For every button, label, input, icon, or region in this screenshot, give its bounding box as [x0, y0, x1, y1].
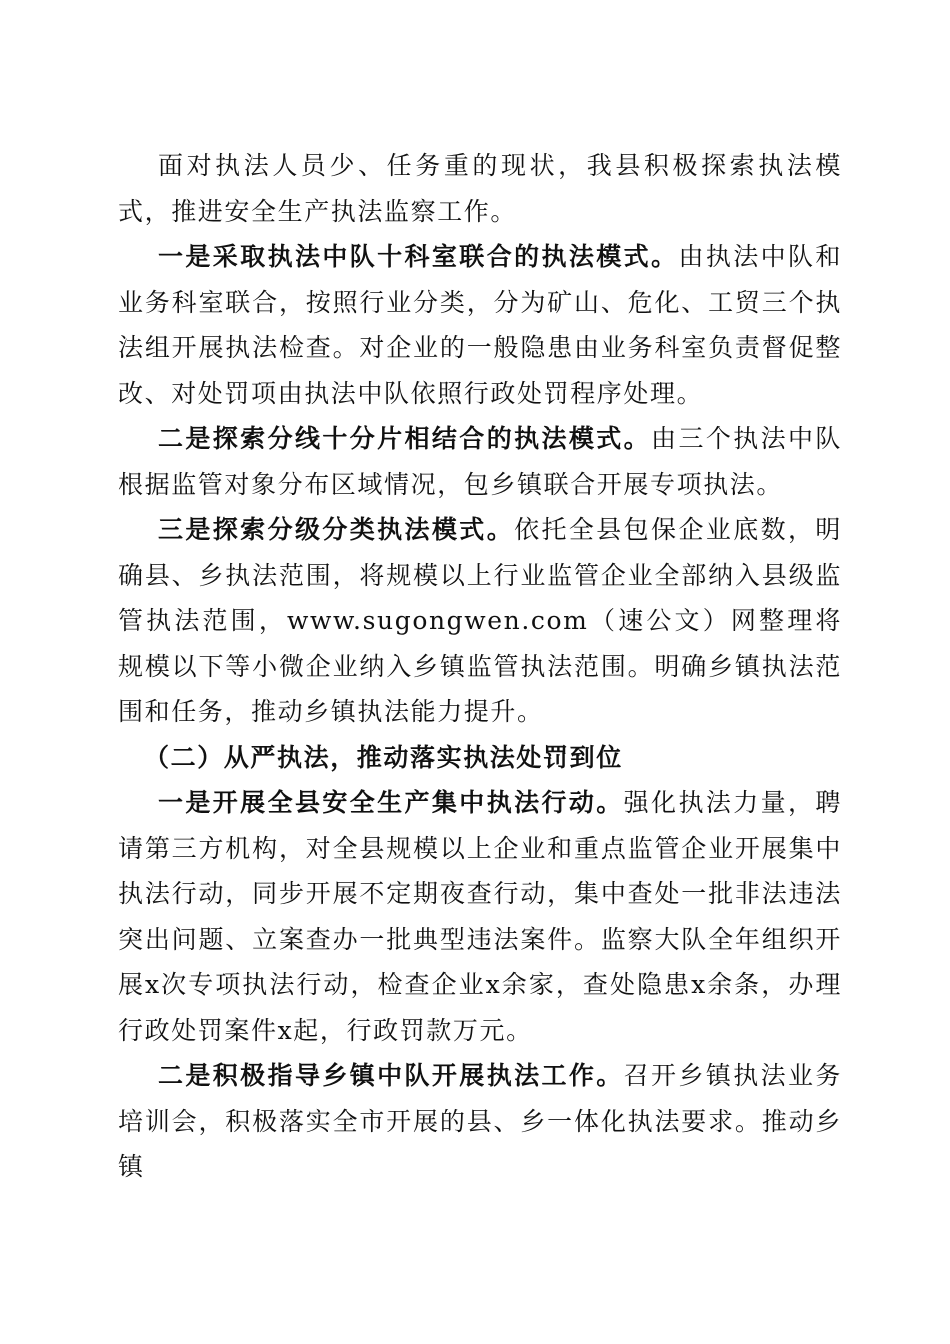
paragraph-text: 由执法中队和业务科室联合，按照行业分类，分为矿山、危化、工贸三个执法组开展执法检查。对企业的一般隐患由业务科室负责督促整改、对处罚项由执法中队依照行政处罚程序处理。 [118, 242, 842, 408]
paragraph-lead: 三是探索分级分类执法模式。 [158, 515, 515, 544]
paragraph-lead: 二是积极指导乡镇中队开展执法工作。 [158, 1061, 624, 1090]
paragraph-intro: 面对执法人员少、任务重的现状，我县积极探索执法模式，推进安全生产执法监察工作。 [118, 151, 842, 226]
paragraph-text: 依托全县包保企业底数，明确县、乡执法范围，将规模以上行业监管企业全部纳入县级监管执法范围，www.sugongwen.com（速公文）网整理将规模以下等小微企业纳入乡镇监管执法范围。明确乡镇执法范围和任务，推动乡镇执法能力提升。 [118, 515, 842, 726]
paragraph-text: 由三个执法中队根据监管对象分布区域情况，包乡镇联合开展专项执法。 [118, 424, 842, 499]
paragraph-line-zone-mode [118, 416, 842, 507]
paragraph-lead: 二是探索分线十分片相结合的执法模式。 [158, 424, 652, 453]
paragraph-lead: 一是采取执法中队十科室联合的执法模式。 [158, 242, 679, 271]
paragraph-joint-mode [118, 234, 842, 416]
paragraph-text: 召开乡镇执法业务培训会，积极落实全市开展的县、乡一体化执法要求。推动乡镇 [118, 1061, 842, 1181]
paragraph-township-guidance [118, 1053, 842, 1190]
document-body [118, 143, 842, 1190]
section-heading: （二）从严执法，推动落实执法处罚到位 [144, 742, 623, 772]
paragraph-graded-mode [118, 507, 842, 735]
paragraph-lead: 一是开展全县安全生产集中执法行动。 [158, 788, 624, 817]
paragraph-text: 强化执法力量，聘请第三方机构，对全县规模以上企业和重点监管企业开展集中执法行动，同步开展不定期夜查行动，集中查处一批非法违法突出问题、立案查办一批典型违法案件。监察大队全年组织开展x次专项执法行动，检查企业x余家，查处隐患x余条，办理行政处罚案件x起，行政罚款万元。 [118, 788, 842, 1045]
paragraph-centralized-action [118, 780, 842, 1053]
